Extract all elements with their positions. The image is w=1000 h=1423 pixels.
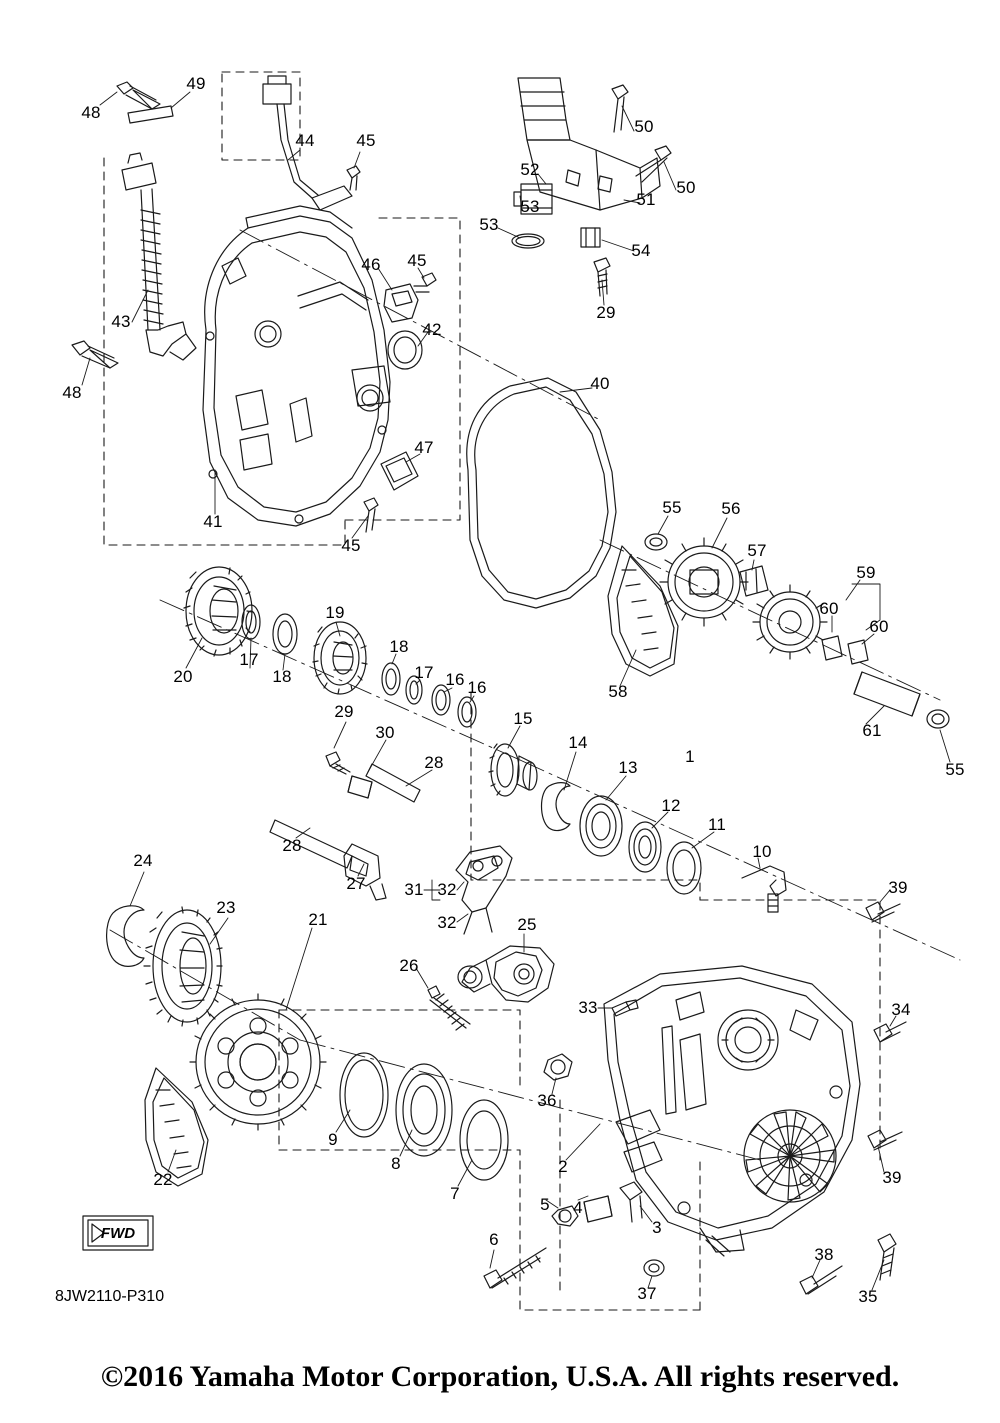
part-40-gasket [467,378,616,608]
part-55-lower [927,710,949,728]
callout-16a: 16 [445,670,465,689]
callout-28a: 28 [424,753,444,772]
callout-48b: 48 [62,383,82,402]
callout-13: 13 [618,758,638,777]
callout-56: 56 [721,499,741,518]
callout-23: 23 [216,898,236,917]
part-19-gear [313,622,367,694]
callout-53b: 53 [479,215,499,234]
callout-2: 2 [558,1157,568,1176]
callout-12: 12 [661,796,681,815]
callout-6: 6 [489,1230,499,1249]
callout-36: 36 [537,1091,557,1110]
callout-43: 43 [111,312,131,331]
callout-26: 26 [399,956,419,975]
part-45-top [347,166,360,190]
callout-24: 24 [133,851,153,870]
group-box-lower [279,1010,700,1310]
part-43 [122,153,196,360]
part-13-bearing [580,796,622,856]
callout-30: 30 [375,723,395,742]
part-56-sprocket [660,538,748,626]
callout-21: 21 [308,910,328,929]
callout-11: 11 [707,815,727,834]
callout-33: 33 [578,998,598,1017]
part-48-upper [117,82,160,109]
part-34-bolt [874,1022,906,1042]
part-18-washer-b [382,663,400,695]
callout-4: 4 [573,1198,583,1217]
callout-45a: 45 [356,131,376,150]
part-26-spring [428,986,470,1030]
part-57-collar [740,566,768,596]
part-39-bolt-upper [866,902,900,922]
callout-3: 3 [652,1218,662,1237]
part-61-shaft [854,672,920,716]
part-2-case [604,966,860,1256]
callout-5: 5 [540,1195,550,1214]
part-46 [384,284,418,322]
part-25-lever [458,946,554,1002]
part-60-collars [822,636,868,664]
part-55-upper [645,534,667,550]
diagram-part-number: 8JW2110-P310 [55,1288,165,1305]
callout-14: 14 [568,733,588,752]
part-59-sprocket [753,585,827,659]
part-58-chain [608,546,678,676]
fwd-direction-label: FWD [100,1224,136,1242]
callout-18b: 18 [389,637,409,656]
part-38-bolt [800,1266,842,1294]
callout-46: 46 [361,255,381,274]
callout-47: 47 [414,438,434,457]
callout-37: 37 [637,1284,657,1303]
callout-10: 10 [752,842,772,861]
callout-18a: 18 [272,667,292,686]
part-30-collar [348,776,372,798]
callout-54: 54 [631,241,651,260]
callout-60a: 60 [819,599,839,618]
callout-8: 8 [391,1154,401,1173]
part-48-lower [72,341,118,368]
callout-15: 15 [513,709,533,728]
callout-57: 57 [747,541,767,560]
callout-17b: 17 [414,663,434,682]
callout-41: 41 [203,512,223,531]
callout-29b: 29 [334,702,354,721]
part-39-bolt-lower [868,1130,902,1150]
callout-49: 49 [186,74,206,93]
callout-61: 61 [862,721,882,740]
group-box-49 [222,72,300,160]
part-9-oring [340,1053,388,1137]
callout-45b: 45 [407,251,427,270]
part-41-cover [203,206,390,526]
callout-19: 19 [325,603,345,622]
callout-44: 44 [295,131,315,150]
part-23-gear [144,907,222,1026]
part-14-snapring [542,783,571,831]
callout-27: 27 [346,874,366,893]
callout-31: 31 [404,880,424,899]
part-3-bolt [620,1182,642,1222]
part-47 [381,452,418,490]
part-11-seal [667,842,701,894]
motor-assembly [512,78,671,296]
callout-58: 58 [608,682,628,701]
part-16-washer-b [458,697,476,727]
callout-32a: 32 [437,880,457,899]
part-42 [388,331,422,369]
part-45-low [364,498,378,532]
part-15 [489,744,537,796]
copyright-notice: ©2016 Yamaha Motor Corporation, U.S.A. All rights reserved. [100,1360,900,1393]
group-box-41-left [104,158,345,545]
callout-52: 52 [520,160,540,179]
callout-50a: 50 [634,117,654,136]
part-20-gear [184,567,252,656]
part-18-washer-a [273,614,297,654]
callout-53a: 53 [520,197,540,216]
callout-20: 20 [173,667,193,686]
part-10-breather [742,866,786,912]
callout-50b: 50 [676,178,696,197]
callout-42: 42 [422,320,442,339]
callout-16b: 16 [467,678,487,697]
callout-38: 38 [814,1245,834,1264]
part-35-bolt [878,1234,896,1280]
callout-48a: 48 [81,103,101,122]
part-21-gear-large [190,994,326,1130]
callout-9: 9 [328,1130,338,1149]
group-box-lower-top [279,1010,520,1090]
callout-39a: 39 [888,878,908,897]
callout-22: 22 [153,1170,173,1189]
callout-17a: 17 [239,650,259,669]
part-24-clip [107,906,144,967]
callout-32b: 32 [437,913,457,932]
callout-29a: 29 [596,303,616,322]
callout-28b: 28 [282,836,302,855]
callout-55a: 55 [662,498,682,517]
part-37-washer [644,1260,664,1276]
callout-7: 7 [450,1184,460,1203]
callout-1: 1 [685,747,695,766]
part-28-shaft-a [366,764,420,802]
part-4-collar [584,1196,612,1222]
part-29-mid [326,752,350,774]
callout-40: 40 [590,374,610,393]
part-45-mid [414,273,436,292]
part-31-fork [456,846,512,934]
callout-51: 51 [636,190,656,209]
callout-45c: 45 [341,536,361,555]
callout-35: 35 [858,1287,878,1306]
part-36-nut [544,1054,572,1080]
callout-34: 34 [891,1000,911,1019]
callout-60b: 60 [869,617,889,636]
callout-25: 25 [517,915,537,934]
callout-59: 59 [856,563,876,582]
callout-55b: 55 [945,760,965,779]
part-12-bearing [629,822,661,872]
callout-39b: 39 [882,1168,902,1187]
